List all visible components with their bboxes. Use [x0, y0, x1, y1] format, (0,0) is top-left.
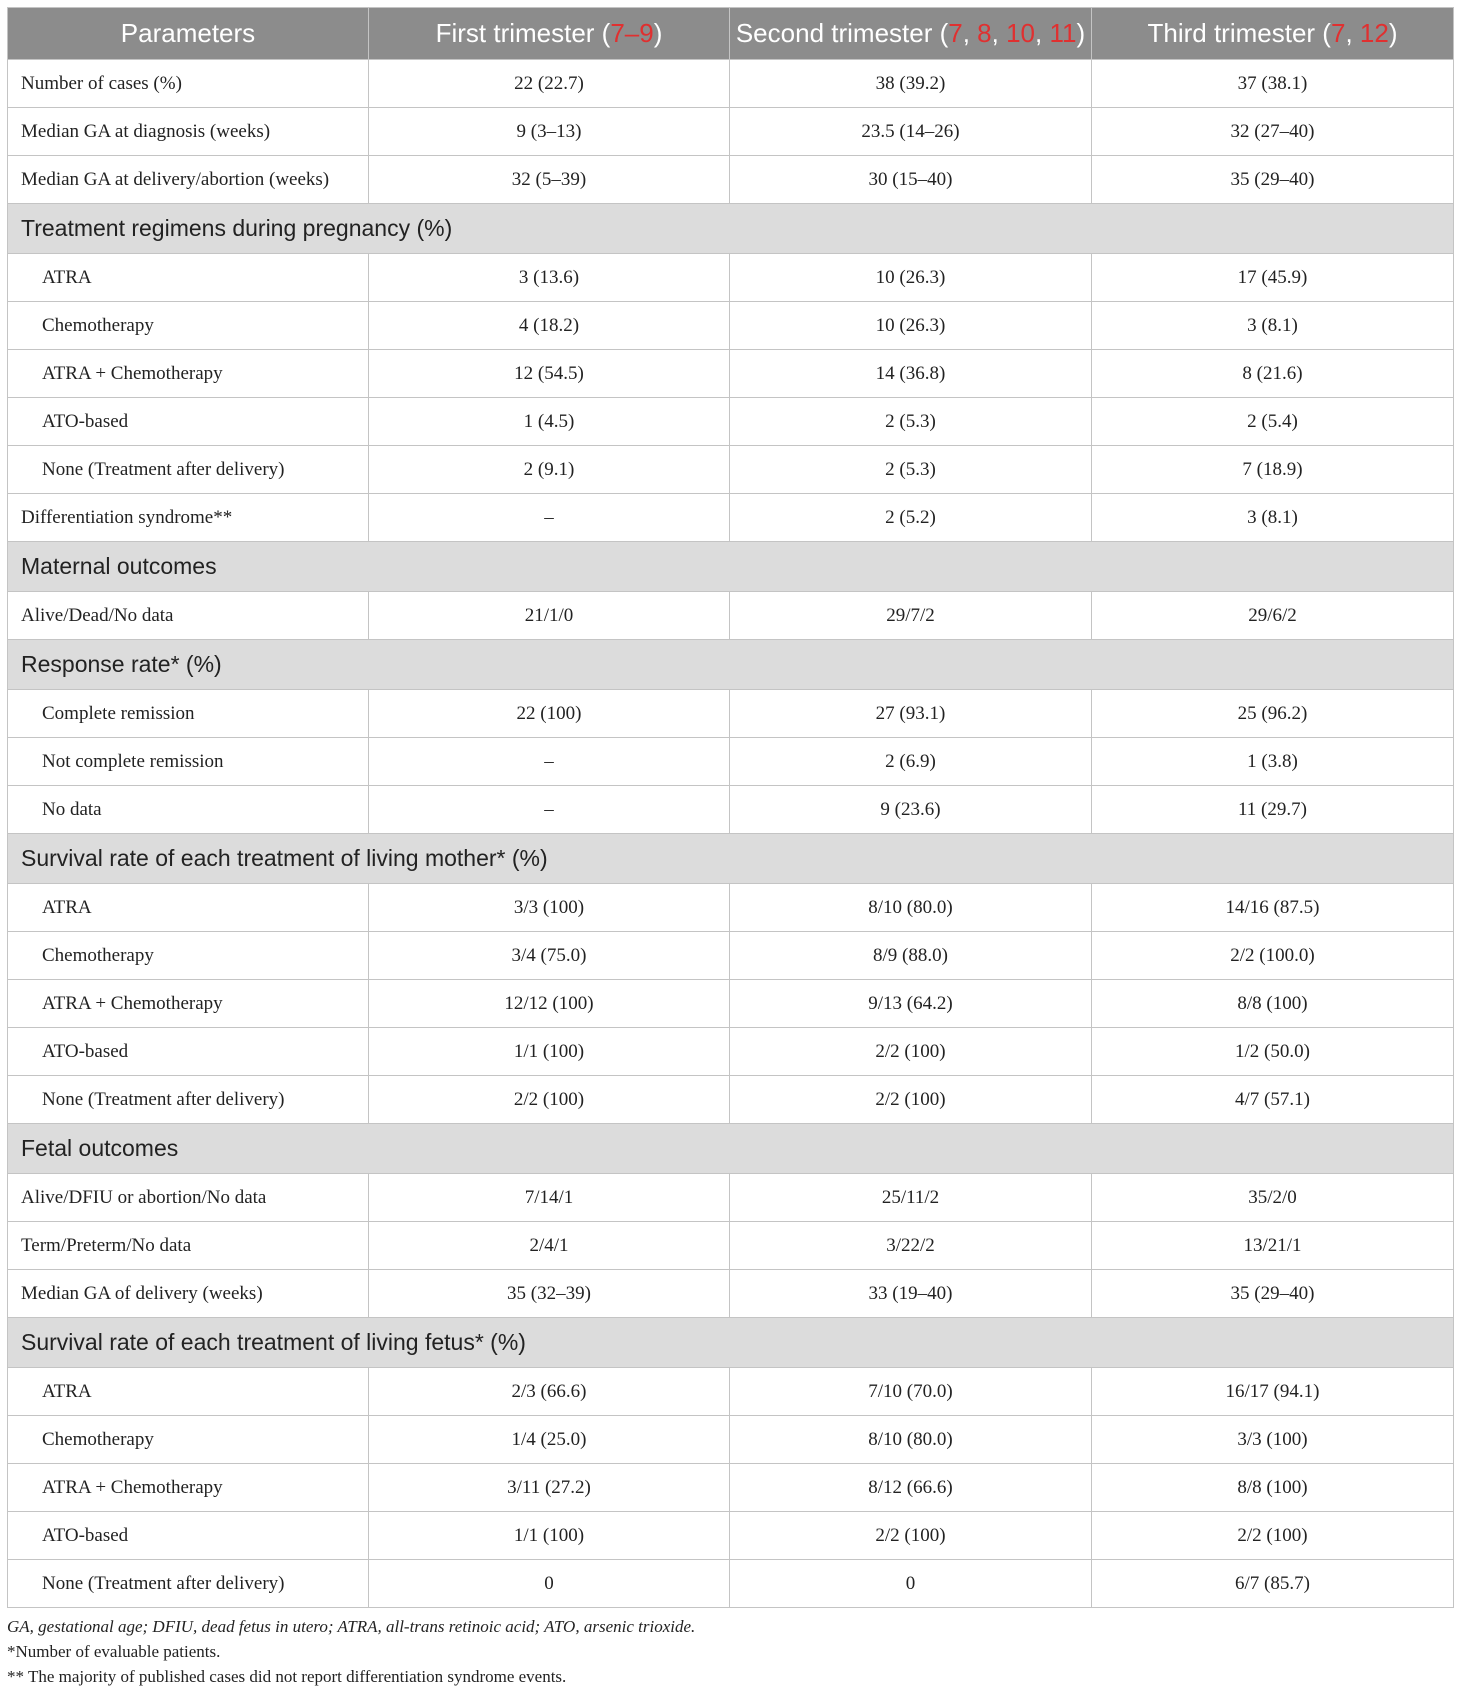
- cell-third-trimester: 6/7 (85.7): [1092, 1560, 1454, 1608]
- outcomes-table: [7, 7, 1454, 1608]
- cell-third-trimester: 35/2/0: [1092, 1174, 1454, 1222]
- cell-second-trimester: 14 (36.8): [730, 350, 1092, 398]
- cell-first-trimester: 22 (22.7): [369, 60, 730, 108]
- cell-second-trimester: 0: [730, 1560, 1092, 1608]
- cell-second-trimester: 9/13 (64.2): [730, 980, 1092, 1028]
- table-row: [8, 884, 1454, 932]
- table-row: [8, 1270, 1454, 1318]
- row-label: Chemotherapy: [8, 1416, 369, 1464]
- table-row: [8, 108, 1454, 156]
- row-label: Alive/Dead/No data: [8, 592, 369, 640]
- cell-second-trimester: 23.5 (14–26): [730, 108, 1092, 156]
- cell-first-trimester: 21/1/0: [369, 592, 730, 640]
- cell-second-trimester: 33 (19–40): [730, 1270, 1092, 1318]
- cell-second-trimester: 2/2 (100): [730, 1512, 1092, 1560]
- cell-first-trimester: 2 (9.1): [369, 446, 730, 494]
- header-third-trimester: Third trimester (7, 12): [1092, 8, 1454, 60]
- cell-second-trimester: 2/2 (100): [730, 1028, 1092, 1076]
- row-label: Median GA at delivery/abortion (weeks): [8, 156, 369, 204]
- cell-third-trimester: 8/8 (100): [1092, 980, 1454, 1028]
- row-label: Differentiation syndrome**: [8, 494, 369, 542]
- table-row: [8, 398, 1454, 446]
- cell-third-trimester: 17 (45.9): [1092, 254, 1454, 302]
- table-row: [8, 302, 1454, 350]
- cell-second-trimester: 8/10 (80.0): [730, 884, 1092, 932]
- table-row: [8, 350, 1454, 398]
- section-row: [8, 1318, 1454, 1368]
- cell-first-trimester: 3/4 (75.0): [369, 932, 730, 980]
- table-row: [8, 254, 1454, 302]
- row-label: ATO-based: [8, 1512, 369, 1560]
- cell-first-trimester: 2/2 (100): [369, 1076, 730, 1124]
- cell-third-trimester: 16/17 (94.1): [1092, 1368, 1454, 1416]
- cell-second-trimester: 30 (15–40): [730, 156, 1092, 204]
- ref-link[interactable]: 7: [1330, 18, 1346, 48]
- cell-first-trimester: 1/1 (100): [369, 1512, 730, 1560]
- cell-third-trimester: 2/2 (100): [1092, 1512, 1454, 1560]
- cell-first-trimester: 1/4 (25.0): [369, 1416, 730, 1464]
- table-row: [8, 1174, 1454, 1222]
- cell-third-trimester: 14/16 (87.5): [1092, 884, 1454, 932]
- cell-first-trimester: 32 (5–39): [369, 156, 730, 204]
- table-container: [7, 7, 1453, 1689]
- cell-second-trimester: 29/7/2: [730, 592, 1092, 640]
- cell-second-trimester: 2 (5.3): [730, 446, 1092, 494]
- table-row: [8, 738, 1454, 786]
- table-notes: [7, 1614, 1453, 1689]
- cell-second-trimester: 10 (26.3): [730, 302, 1092, 350]
- abbreviations-note: GA, gestational age; DFIU, dead fetus in utero; ATRA, all-trans retinoic acid; ATO, arsenic trioxide.: [7, 1617, 696, 1636]
- row-label: ATO-based: [8, 398, 369, 446]
- row-label: ATRA + Chemotherapy: [8, 350, 369, 398]
- section-heading: Treatment regimens during pregnancy (%): [8, 204, 1454, 254]
- ref-link[interactable]: 8: [977, 18, 992, 48]
- table-row: [8, 60, 1454, 108]
- ref-link[interactable]: 11: [1049, 18, 1077, 48]
- cell-third-trimester: 37 (38.1): [1092, 60, 1454, 108]
- row-label: None (Treatment after delivery): [8, 1076, 369, 1124]
- row-label: ATRA: [8, 1368, 369, 1416]
- cell-first-trimester: 35 (32–39): [369, 1270, 730, 1318]
- cell-second-trimester: 27 (93.1): [730, 690, 1092, 738]
- header-second-trimester: Second trimester (7, 8, 10, 11): [730, 8, 1092, 60]
- table-row: [8, 1416, 1454, 1464]
- table-row: [8, 1222, 1454, 1270]
- row-label: ATRA: [8, 884, 369, 932]
- cell-first-trimester: 12/12 (100): [369, 980, 730, 1028]
- cell-first-trimester: 1 (4.5): [369, 398, 730, 446]
- cell-third-trimester: 1 (3.8): [1092, 738, 1454, 786]
- row-label: Alive/DFIU or abortion/No data: [8, 1174, 369, 1222]
- cell-first-trimester: 4 (18.2): [369, 302, 730, 350]
- row-label: None (Treatment after delivery): [8, 446, 369, 494]
- table-row: [8, 690, 1454, 738]
- ref-link[interactable]: 7: [948, 18, 963, 48]
- header-row: [8, 8, 1454, 60]
- cell-second-trimester: 2 (5.3): [730, 398, 1092, 446]
- table-row: [8, 1076, 1454, 1124]
- cell-second-trimester: 8/10 (80.0): [730, 1416, 1092, 1464]
- cell-first-trimester: 12 (54.5): [369, 350, 730, 398]
- cell-third-trimester: 3 (8.1): [1092, 494, 1454, 542]
- row-label: Median GA at diagnosis (weeks): [8, 108, 369, 156]
- table-body: [8, 60, 1454, 1608]
- section-heading: Maternal outcomes: [8, 542, 1454, 592]
- cell-third-trimester: 35 (29–40): [1092, 1270, 1454, 1318]
- cell-third-trimester: 8/8 (100): [1092, 1464, 1454, 1512]
- cell-first-trimester: 0: [369, 1560, 730, 1608]
- footnote-differentiation: ** The majority of published cases did not report differentiation syndrome events.: [7, 1667, 567, 1686]
- row-label: ATO-based: [8, 1028, 369, 1076]
- row-label: Number of cases (%): [8, 60, 369, 108]
- table-row: [8, 156, 1454, 204]
- row-label: Chemotherapy: [8, 932, 369, 980]
- table-row: [8, 1028, 1454, 1076]
- footnote-evaluable: *Number of evaluable patients.: [7, 1642, 221, 1661]
- cell-first-trimester: 3/3 (100): [369, 884, 730, 932]
- table-row: [8, 494, 1454, 542]
- cell-third-trimester: 35 (29–40): [1092, 156, 1454, 204]
- cell-second-trimester: 8/9 (88.0): [730, 932, 1092, 980]
- cell-third-trimester: 25 (96.2): [1092, 690, 1454, 738]
- section-row: [8, 542, 1454, 592]
- cell-first-trimester: 7/14/1: [369, 1174, 730, 1222]
- cell-first-trimester: –: [369, 494, 730, 542]
- cell-third-trimester: 2/2 (100.0): [1092, 932, 1454, 980]
- cell-third-trimester: 7 (18.9): [1092, 446, 1454, 494]
- row-label: Chemotherapy: [8, 302, 369, 350]
- cell-third-trimester: 32 (27–40): [1092, 108, 1454, 156]
- cell-first-trimester: 2/4/1: [369, 1222, 730, 1270]
- cell-third-trimester: 11 (29.7): [1092, 786, 1454, 834]
- row-label: Term/Preterm/No data: [8, 1222, 369, 1270]
- cell-third-trimester: 2 (5.4): [1092, 398, 1454, 446]
- section-heading: Survival rate of each treatment of living mother* (%): [8, 834, 1454, 884]
- ref-link[interactable]: 12: [1359, 18, 1389, 48]
- section-row: [8, 640, 1454, 690]
- cell-second-trimester: 7/10 (70.0): [730, 1368, 1092, 1416]
- cell-second-trimester: 2 (6.9): [730, 738, 1092, 786]
- row-label: Median GA of delivery (weeks): [8, 1270, 369, 1318]
- cell-third-trimester: 4/7 (57.1): [1092, 1076, 1454, 1124]
- cell-third-trimester: 29/6/2: [1092, 592, 1454, 640]
- cell-third-trimester: 3 (8.1): [1092, 302, 1454, 350]
- table-row: [8, 446, 1454, 494]
- cell-first-trimester: 2/3 (66.6): [369, 1368, 730, 1416]
- cell-first-trimester: 9 (3–13): [369, 108, 730, 156]
- row-label: Complete remission: [8, 690, 369, 738]
- cell-second-trimester: 2/2 (100): [730, 1076, 1092, 1124]
- cell-second-trimester: 9 (23.6): [730, 786, 1092, 834]
- table-row: [8, 786, 1454, 834]
- row-label: Not complete remission: [8, 738, 369, 786]
- cell-second-trimester: 8/12 (66.6): [730, 1464, 1092, 1512]
- cell-first-trimester: 22 (100): [369, 690, 730, 738]
- section-row: [8, 204, 1454, 254]
- cell-third-trimester: 3/3 (100): [1092, 1416, 1454, 1464]
- cell-third-trimester: 1/2 (50.0): [1092, 1028, 1454, 1076]
- table-row: [8, 932, 1454, 980]
- table-row: [8, 1464, 1454, 1512]
- row-label: None (Treatment after delivery): [8, 1560, 369, 1608]
- section-heading: Fetal outcomes: [8, 1124, 1454, 1174]
- section-heading: Response rate* (%): [8, 640, 1454, 690]
- cell-second-trimester: 10 (26.3): [730, 254, 1092, 302]
- cell-first-trimester: –: [369, 738, 730, 786]
- section-row: [8, 834, 1454, 884]
- table-row: [8, 1560, 1454, 1608]
- table-row: [8, 1512, 1454, 1560]
- cell-second-trimester: 25/11/2: [730, 1174, 1092, 1222]
- row-label: ATRA + Chemotherapy: [8, 980, 369, 1028]
- row-label: ATRA: [8, 254, 369, 302]
- section-heading: Survival rate of each treatment of living fetus* (%): [8, 1318, 1454, 1368]
- cell-first-trimester: 3/11 (27.2): [369, 1464, 730, 1512]
- ref-link[interactable]: 7–9: [610, 18, 654, 48]
- table-row: [8, 1368, 1454, 1416]
- header-first-trimester: First trimester (7–9): [369, 8, 730, 60]
- row-label: ATRA + Chemotherapy: [8, 1464, 369, 1512]
- section-row: [8, 1124, 1454, 1174]
- table-row: [8, 592, 1454, 640]
- cell-second-trimester: 3/22/2: [730, 1222, 1092, 1270]
- cell-third-trimester: 8 (21.6): [1092, 350, 1454, 398]
- table-row: [8, 980, 1454, 1028]
- cell-first-trimester: 3 (13.6): [369, 254, 730, 302]
- header-parameters: Parameters: [8, 8, 369, 60]
- cell-first-trimester: 1/1 (100): [369, 1028, 730, 1076]
- row-label: No data: [8, 786, 369, 834]
- cell-first-trimester: –: [369, 786, 730, 834]
- ref-link[interactable]: 10: [1006, 18, 1036, 48]
- cell-second-trimester: 38 (39.2): [730, 60, 1092, 108]
- cell-second-trimester: 2 (5.2): [730, 494, 1092, 542]
- cell-third-trimester: 13/21/1: [1092, 1222, 1454, 1270]
